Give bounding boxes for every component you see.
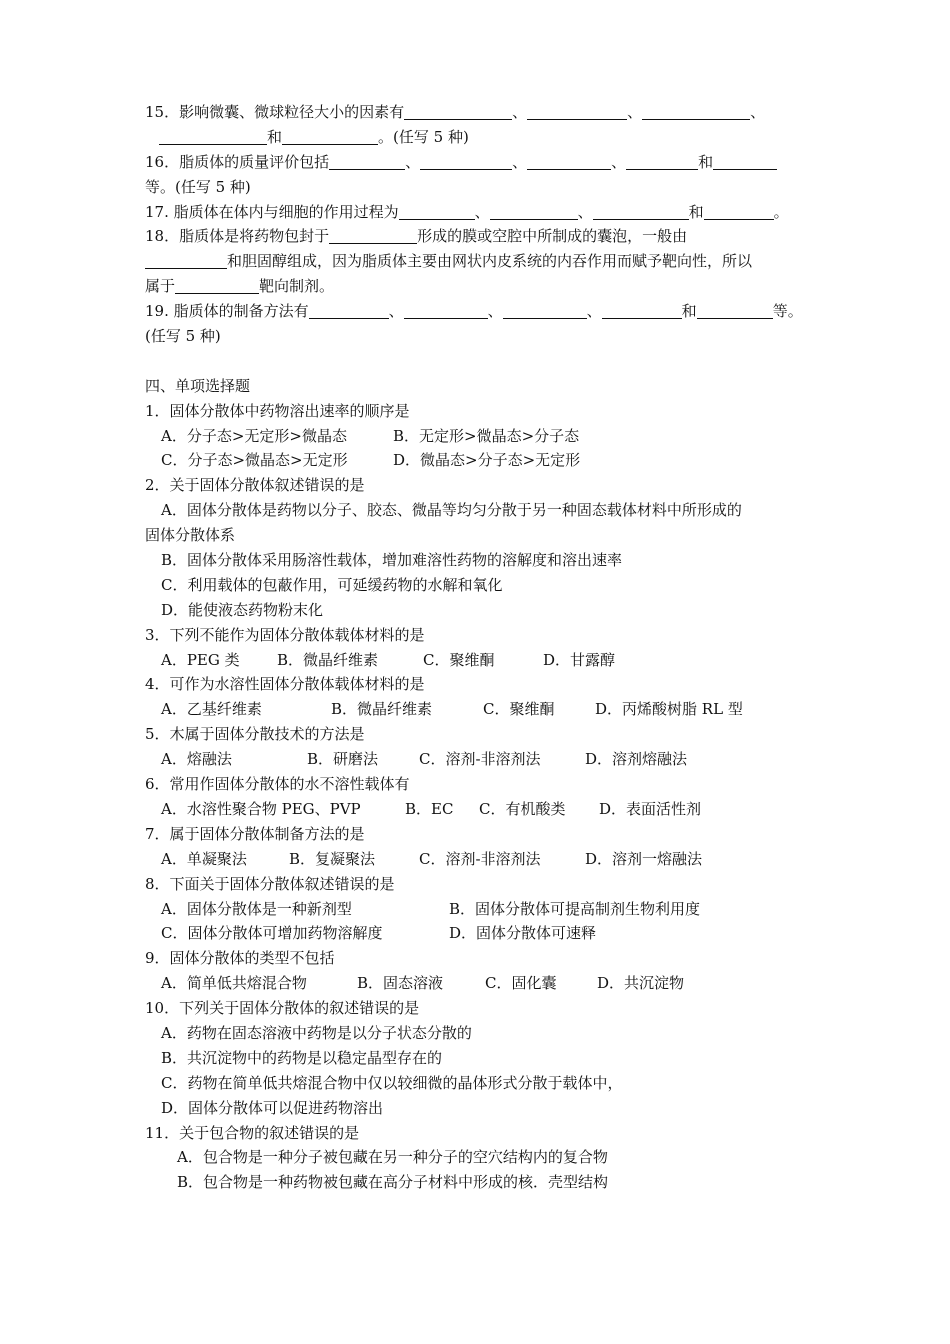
- document-content: [145, 100, 817, 1195]
- q17-sep-1: 、: [474, 202, 490, 221]
- q19-blank-3[interactable]: [503, 301, 587, 319]
- q16-end: 等。(任写 5 种): [145, 177, 251, 196]
- q19-text: 19. 脂质体的制备方法有: [145, 302, 309, 321]
- q15-sep-3: 、: [750, 103, 766, 121]
- option-row: [145, 648, 817, 673]
- q19-blank-4[interactable]: [602, 301, 682, 319]
- q19-blank-5[interactable]: [697, 301, 773, 319]
- q15-line-2: [145, 125, 817, 150]
- option-a[interactable]: A．简单低共熔混合物: [161, 974, 307, 993]
- option-b[interactable]: B．固态溶液: [357, 974, 444, 993]
- option-a[interactable]: A．PEG 类: [161, 650, 240, 669]
- option-row: [145, 448, 817, 473]
- option-a-continued: 固体分散体系: [145, 526, 236, 545]
- q19-blank-1[interactable]: [309, 301, 389, 319]
- option-c[interactable]: C．固化囊: [485, 974, 557, 993]
- q19-line-1: [145, 299, 817, 324]
- option-a[interactable]: A．分子态>无定形>微晶态: [161, 426, 347, 445]
- option-row: [145, 847, 817, 872]
- q17-blank-2[interactable]: [490, 202, 578, 220]
- q17-and: 和: [688, 202, 704, 221]
- option-c[interactable]: C．溶剂-非溶剂法: [419, 750, 541, 769]
- q19-sep-3: 、: [586, 302, 602, 321]
- option-d[interactable]: D．溶剂熔融法: [585, 750, 688, 769]
- option-a[interactable]: A．固体分散体是一种新剂型: [161, 899, 352, 918]
- option-row: [145, 747, 817, 772]
- q15-and: 和: [267, 127, 283, 146]
- option-c[interactable]: C．分子态>微晶态>无定形: [161, 451, 348, 470]
- q17-line: [145, 200, 817, 225]
- option-d[interactable]: D．表面活性剂: [599, 799, 702, 818]
- option-row: [145, 697, 817, 722]
- option-c[interactable]: C．聚维酮: [423, 650, 495, 669]
- q17-blank-1[interactable]: [399, 202, 475, 220]
- q18-blank-1[interactable]: [329, 226, 417, 244]
- q16-blank-3[interactable]: [527, 152, 611, 170]
- q19-blank-2[interactable]: [404, 301, 488, 319]
- option-d[interactable]: D．固体分散体可以促进药物溶出: [161, 1098, 384, 1117]
- q15-blank-3[interactable]: [642, 102, 750, 120]
- q18-mid-1: 形成的膜或空腔中所制成的囊泡，一般由: [417, 227, 688, 246]
- q17-blank-3[interactable]: [593, 202, 689, 220]
- q15-blank-1[interactable]: [404, 102, 512, 120]
- option-d[interactable]: D．丙烯酸树脂 RL 型: [595, 700, 743, 719]
- option-c[interactable]: C．药物在简单低共熔混合物中仅以较细微的晶体形式分散于载体中，: [161, 1073, 623, 1092]
- q18-end: 靶向制剂。: [259, 277, 335, 296]
- q16-blank-4[interactable]: [626, 152, 698, 170]
- option-c[interactable]: C．固体分散体可增加药物溶解度: [161, 924, 383, 943]
- option-a[interactable]: A．固体分散体是药物以分子、胶态、微晶等均匀分散于另一种固态载体材料中所形成的: [161, 501, 742, 520]
- question-stem: 11．关于包合物的叙述错误的是: [145, 1123, 360, 1142]
- option-c[interactable]: C．利用载体的包蔽作用，可延缓药物的水解和氧化: [161, 575, 503, 594]
- q15-blank-4[interactable]: [159, 127, 267, 145]
- option-row: [145, 897, 817, 922]
- option-b[interactable]: B．微晶纤维素: [331, 700, 433, 719]
- q19-line-2: [145, 324, 817, 349]
- q18-line-2: [145, 249, 817, 274]
- q17-blank-4[interactable]: [704, 202, 774, 220]
- option-row: [145, 797, 817, 822]
- option-b[interactable]: B．固体分散体可提高制剂生物利用度: [449, 899, 701, 918]
- option-b[interactable]: B．无定形>微晶态>分子态: [393, 426, 580, 445]
- q18-blank-2[interactable]: [145, 251, 227, 269]
- q15-sep-1: 、: [512, 103, 528, 121]
- option-a[interactable]: A．包合物是一种分子被包藏在另一种分子的空穴结构内的复合物: [177, 1148, 608, 1167]
- q16-text: 16．脂质体的质量评价包括: [145, 152, 330, 171]
- option-d[interactable]: D．微晶态>分子态>无定形: [393, 451, 581, 470]
- q15-line-1: [145, 100, 817, 125]
- question-stem: 8．下面关于固体分散体叙述错误的是: [145, 874, 395, 893]
- section-title: 四、单项选择题: [145, 376, 251, 395]
- q17-text: 17. 脂质体在体内与细胞的作用过程为: [145, 202, 399, 221]
- option-b[interactable]: B．共沉淀物中的药物是以稳定晶型存在的: [161, 1048, 443, 1067]
- q18-text: 18．脂质体是将药物包封于: [145, 227, 330, 246]
- q16-sep-3: 、: [611, 152, 627, 171]
- option-b[interactable]: B．包合物是一种药物被包藏在高分子材料中形成的核．壳型结构: [177, 1173, 609, 1192]
- question-stem: 7．属于固体分散体制备方法的是: [145, 824, 365, 843]
- spacer: [145, 349, 817, 374]
- q17-sep-2: 、: [577, 202, 593, 221]
- option-row: [145, 921, 817, 946]
- option-d[interactable]: D．溶剂一熔融法: [585, 849, 703, 868]
- question-stem: 5．木属于固体分散技术的方法是: [145, 725, 365, 744]
- option-c[interactable]: C．溶剂-非溶剂法: [419, 849, 541, 868]
- q16-blank-1[interactable]: [329, 152, 405, 170]
- q15-sep-2: 、: [627, 103, 643, 121]
- q16-and: 和: [698, 152, 714, 171]
- question-stem: 3．下列不能作为固体分散体载体材料的是: [145, 625, 425, 644]
- q15-text: 15．影响微囊、微球粒径大小的因素有: [145, 103, 405, 121]
- option-a[interactable]: A．熔融法: [161, 750, 232, 769]
- q18-line-3: [145, 274, 817, 299]
- q15-blank-5[interactable]: [282, 127, 378, 145]
- q15-blank-2[interactable]: [527, 102, 627, 120]
- q18-mid-2: 和胆固醇组成，因为脂质体主要由网状内皮系统的内吞作用而赋予靶向性，所以: [227, 252, 753, 271]
- option-d[interactable]: D．甘露醇: [543, 650, 616, 669]
- option-b[interactable]: B．研磨法: [307, 750, 379, 769]
- question-stem: 6．常用作固体分散体的水不溶性载体有: [145, 775, 410, 794]
- q19-note: (任写 5 种): [145, 327, 221, 346]
- option-a[interactable]: A．乙基纤维素: [161, 700, 262, 719]
- option-b[interactable]: B．微晶纤维素: [277, 650, 379, 669]
- q16-line-2: [145, 175, 817, 200]
- q16-sep-2: 、: [512, 152, 528, 171]
- q19-and: 和: [681, 302, 697, 321]
- option-d[interactable]: D．共沉淀物: [597, 974, 685, 993]
- option-b[interactable]: B．复凝聚法: [289, 849, 376, 868]
- option-row: [145, 971, 817, 996]
- option-a[interactable]: A．药物在固态溶液中药物是以分子状态分散的: [161, 1023, 472, 1042]
- option-b[interactable]: B．EC: [405, 799, 454, 818]
- q16-line-1: [145, 150, 817, 175]
- q19-sep-2: 、: [487, 302, 503, 321]
- question-stem: 2．关于固体分散体叙述错误的是: [145, 476, 365, 495]
- q19-end: 等。: [772, 302, 803, 321]
- question-stem: 10．下列关于固体分散体的叙述错误的是: [145, 999, 420, 1018]
- q15-end: 。(任写 5 种): [378, 127, 469, 146]
- q17-end: 。: [773, 202, 789, 221]
- option-row: [145, 424, 817, 449]
- q16-sep-1: 、: [405, 152, 421, 171]
- q19-sep-1: 、: [388, 302, 404, 321]
- option-a[interactable]: A．水溶性聚合物 PEG、PVP: [161, 799, 361, 818]
- q18-blank-3[interactable]: [175, 276, 259, 294]
- question-stem: 4．可作为水溶性固体分散体载体材料的是: [145, 675, 425, 694]
- option-c[interactable]: C．聚维酮: [483, 700, 555, 719]
- option-a[interactable]: A．单凝聚法: [161, 849, 247, 868]
- option-b[interactable]: B．固体分散体采用肠溶性载体，增加难溶性药物的溶解度和溶出速率: [161, 551, 623, 570]
- question-stem: 9．固体分散体的类型不包括: [145, 949, 335, 968]
- option-d[interactable]: D．固体分散体可速释: [449, 924, 597, 943]
- q18-mid-3: 属于: [145, 277, 176, 296]
- option-c[interactable]: C．有机酸类: [479, 799, 566, 818]
- question-stem: 1．固体分散体中药物溶出速率的顺序是: [145, 401, 410, 420]
- q16-blank-5[interactable]: [713, 152, 777, 170]
- q16-blank-2[interactable]: [420, 152, 512, 170]
- option-d[interactable]: D．能使液态药物粉末化: [161, 600, 324, 619]
- q18-line-1: [145, 224, 817, 249]
